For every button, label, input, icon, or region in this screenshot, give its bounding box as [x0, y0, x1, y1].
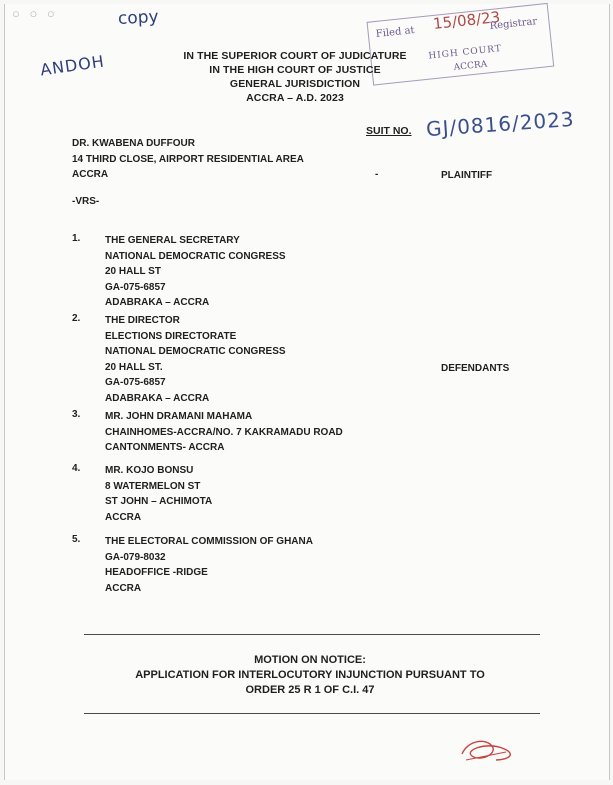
defendant-line: 8 WATERMELON ST: [105, 480, 201, 492]
court-header-line: IN THE SUPERIOR COURT OF JUDICATURE: [183, 50, 407, 62]
defendant-1-address: [105, 233, 286, 311]
defendant-2-address: [105, 313, 286, 406]
motion-line: MOTION ON NOTICE:: [254, 654, 366, 666]
defendant-4-address: [105, 463, 212, 525]
defendant-5-address: [105, 534, 313, 596]
faint-mark: ○ ○ ○: [12, 6, 58, 21]
defendant-line: CANTONMENTS- ACCRA: [105, 442, 225, 453]
defendant-line: NATIONAL DEMOCRATIC CONGRESS: [105, 346, 286, 357]
defendant-line: THE DIRECTOR: [105, 315, 180, 326]
handwritten-copy: copy: [117, 6, 160, 30]
court-header-line: ACCRA – A.D. 2023: [246, 92, 344, 104]
defendant-line: ST JOHN – ACHIMOTA: [105, 496, 213, 507]
defendant-line: GA-075-6857: [105, 377, 166, 388]
defendants-role: DEFENDANTS: [441, 363, 510, 374]
plaintiff-line: ACCRA: [72, 169, 109, 180]
plaintiff-line: DR. KWABENA DUFFOUR: [72, 138, 195, 149]
defendant-line: GA-079-8032: [105, 551, 166, 563]
court-header: [150, 49, 440, 105]
plaintiff-dash: -: [375, 169, 379, 180]
defendant-number: 5.: [72, 534, 81, 545]
defendant-line: ADABRAKA – ACCRA: [105, 297, 210, 308]
stamp-court: HIGH COURT: [427, 43, 503, 62]
defendant-line: 20 HALL ST: [105, 266, 161, 277]
plaintiff-role: PLAINTIFF: [441, 170, 493, 181]
stamp-registrar: Registrar: [489, 16, 538, 33]
stamp-date: 15/08/23: [432, 7, 502, 33]
motion-line: APPLICATION FOR INTERLOCUTORY INJUNCTION PURSUANT TO: [135, 669, 485, 681]
suit-number: GJ/0816/2023: [425, 106, 576, 142]
defendant-number: 3.: [72, 409, 81, 420]
signature-mark: [456, 732, 516, 768]
defendant-number: 4.: [72, 463, 81, 474]
handwritten-name: ANDOH: [38, 51, 106, 80]
defendant-line: THE GENERAL SECRETARY: [105, 235, 240, 246]
defendant-line: ELECTIONS DIRECTORATE: [105, 330, 237, 342]
defendant-line: HEADOFFICE -RIDGE: [105, 567, 208, 578]
versus-label: -VRS-: [72, 196, 100, 207]
divider-line: [84, 634, 540, 635]
defendant-line: THE ELECTORAL COMMISSION OF GHANA: [105, 536, 313, 547]
motion-line: ORDER 25 R 1 OF C.I. 47: [245, 684, 375, 696]
defendant-line: MR. KOJO BONSU: [105, 465, 194, 476]
defendant-number: 2.: [72, 313, 81, 324]
divider-line: [84, 713, 540, 714]
defendant-line: 20 HALL ST.: [105, 361, 163, 373]
defendant-line: ADABRAKA – ACCRA: [105, 392, 210, 404]
motion-title: [90, 653, 530, 698]
court-header-line: IN THE HIGH COURT OF JUSTICE: [209, 64, 381, 76]
defendant-3-address: [105, 409, 343, 456]
defendant-number: 1.: [72, 233, 81, 244]
defendant-line: GA-075-6857: [105, 281, 166, 293]
defendant-line: NATIONAL DEMOCRATIC CONGRESS: [105, 250, 286, 262]
defendant-line: MR. JOHN DRAMANI MAHAMA: [105, 411, 253, 422]
court-header-line: GENERAL JURISDICTION: [229, 78, 361, 90]
stamp-filed: Filed at: [375, 24, 416, 40]
defendant-line: CHAINHOMES-ACCRA/NO. 7 KAKRAMADU ROAD: [105, 426, 343, 438]
suit-label: SUIT NO.: [366, 125, 412, 137]
plaintiff-address: [72, 136, 304, 183]
defendant-line: ACCRA: [105, 582, 142, 594]
plaintiff-line: 14 THIRD CLOSE, AIRPORT RESIDENTIAL AREA: [72, 153, 304, 165]
stamp-city: ACCRA: [453, 59, 488, 74]
defendant-line: ACCRA: [105, 511, 142, 523]
